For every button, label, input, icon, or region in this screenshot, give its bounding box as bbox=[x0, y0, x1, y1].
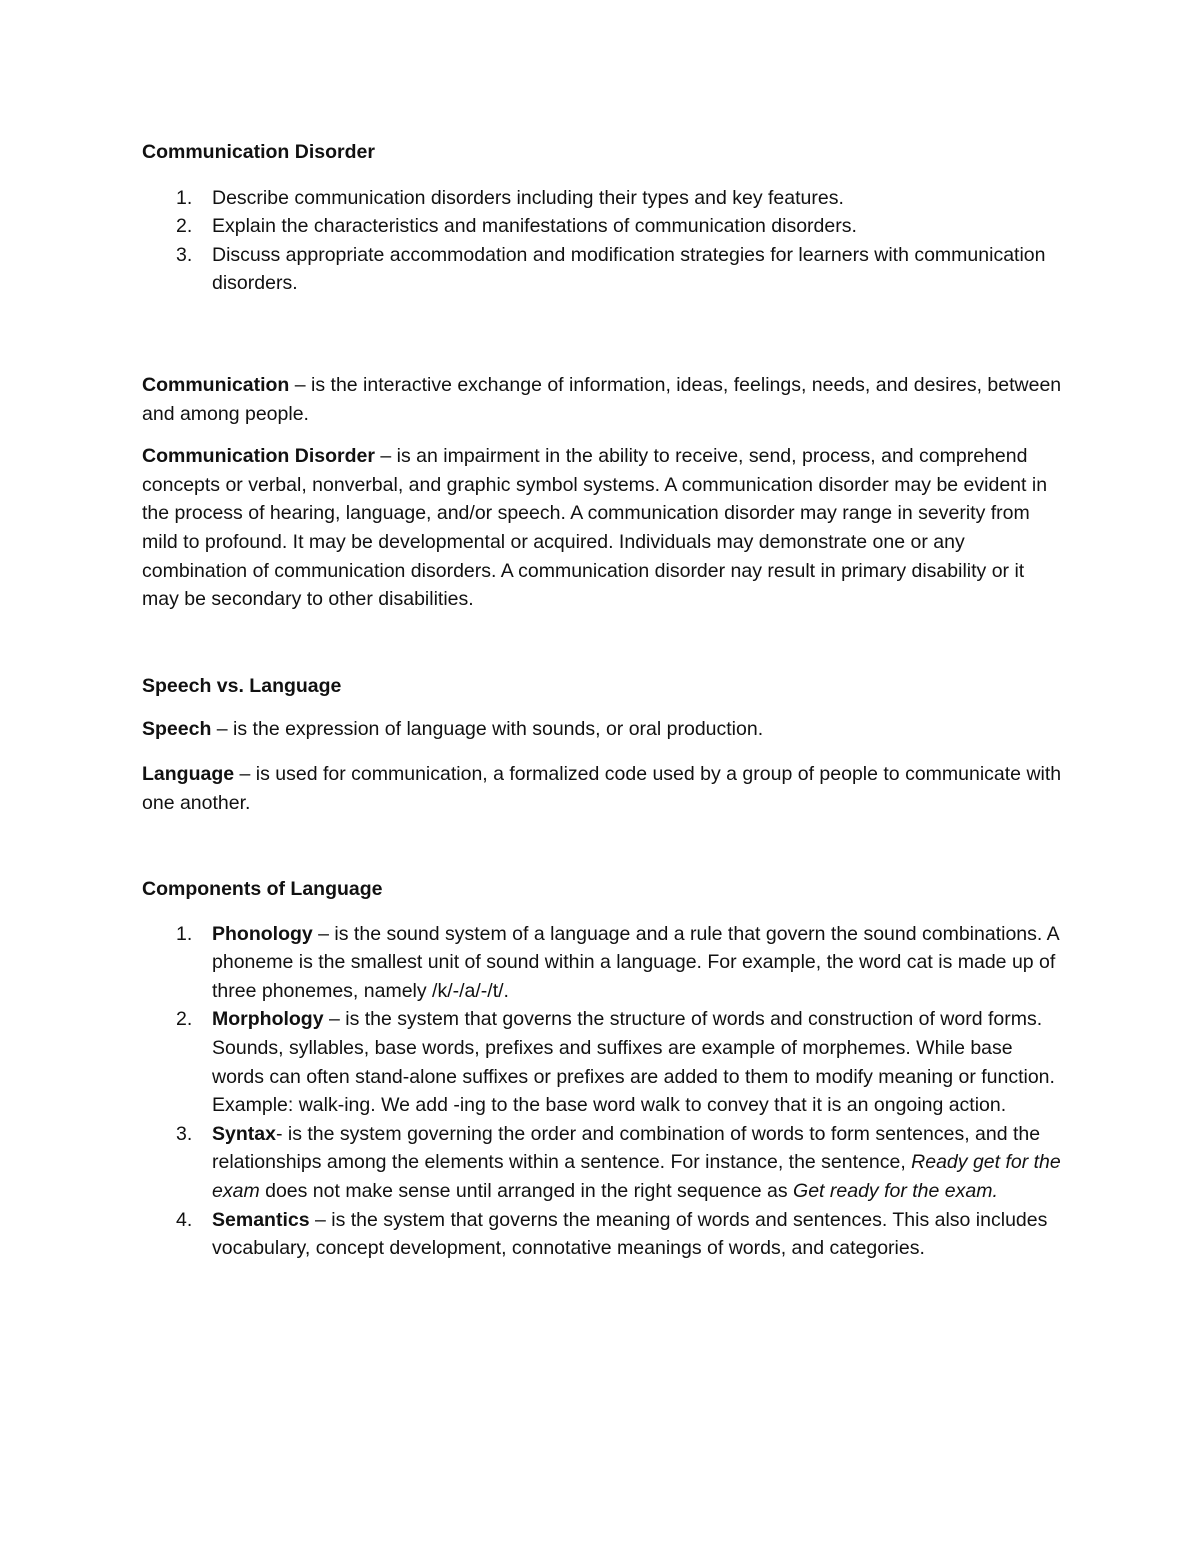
list-item-text: Describe communication disorders including their types and key features. bbox=[212, 186, 844, 209]
definition-text: – is the expression of language with sounds, or oral production. bbox=[211, 718, 764, 741]
list-item bbox=[142, 1005, 1062, 1119]
list-item-text: Explain the characteristics and manifestations of communication disorders. bbox=[212, 215, 857, 238]
list-item bbox=[142, 184, 1062, 213]
document-page bbox=[142, 138, 1062, 1263]
term-morphology: Morphology bbox=[212, 1008, 324, 1031]
term-speech: Speech bbox=[142, 718, 212, 741]
objectives-list bbox=[142, 184, 1062, 298]
term-phonology: Phonology bbox=[212, 922, 313, 945]
list-item bbox=[142, 920, 1062, 1006]
list-item bbox=[142, 241, 1062, 298]
term-semantics: Semantics bbox=[212, 1208, 310, 1231]
list-number: 1. bbox=[176, 186, 193, 209]
list-item-text: - is the system governing the order and combination of words to form sentences, and the relationships among the elements within a sentence. For instance, the sentence, bbox=[212, 1122, 1041, 1174]
list-item-text: does not make sense until arranged in the right sequence as bbox=[259, 1180, 794, 1203]
list-number: 3. bbox=[176, 243, 193, 266]
term-communication: Communication bbox=[142, 373, 290, 396]
term-language: Language bbox=[142, 762, 235, 785]
list-item bbox=[142, 1206, 1062, 1263]
list-number: 2. bbox=[176, 215, 193, 238]
definition-text: – is the interactive exchange of information, ideas, feelings, needs, and desires, between and among people. bbox=[142, 373, 1062, 425]
morphology-example: Example: walk-ing. We add -ing to the base word walk to convey that it is an ongoing action. bbox=[212, 1094, 1007, 1117]
definition-communication bbox=[142, 371, 1062, 428]
list-item-text: Discuss appropriate accommodation and modification strategies for learners with communication disorders. bbox=[212, 243, 1046, 295]
list-item bbox=[142, 212, 1062, 241]
section-heading-speech-vs-language: Speech vs. Language bbox=[142, 674, 342, 697]
definition-communication-disorder bbox=[142, 442, 1062, 614]
italic-example-wrong: Ready get for the exam bbox=[212, 1151, 1061, 1203]
list-item bbox=[142, 1120, 1062, 1206]
italic-example-right: Get ready for the exam. bbox=[793, 1180, 998, 1203]
section-heading-components-of-language: Components of Language bbox=[142, 878, 383, 901]
list-number: 1. bbox=[176, 922, 193, 945]
definition-language bbox=[142, 760, 1062, 817]
definition-text: – is an impairment in the ability to receive, send, process, and comprehend concepts or verbal, nonverbal, and graphic symbol systems. A communication disorder may be evident in the process of hearing, language, and/or speech. A communication disorder may range in severity from mild to profound. It may be developmental or acquired. Individuals may demonstrate one or any combination of communication disorders. A communication disorder nay result in primary disability or it may be secondary to other disabilities. bbox=[142, 445, 1048, 611]
list-item-text: – is the system that governs the structure of words and construction of word forms. Sounds, syllables, base words, prefixes and suffixes are example of morphemes. While base words can often stand-alone suffixes or prefixes are added to them to modify meaning or function. bbox=[212, 1008, 1055, 1088]
components-list bbox=[142, 920, 1062, 1263]
list-number: 3. bbox=[176, 1122, 193, 1145]
section-heading-communication-disorder: Communication Disorder bbox=[142, 141, 375, 163]
list-item-text: – is the system that governs the meaning of words and sentences. This also includes vocabulary, concept development, connotative meanings of words, and categories. bbox=[212, 1208, 1048, 1260]
term-communication-disorder: Communication Disorder bbox=[142, 445, 375, 468]
list-number: 4. bbox=[176, 1208, 193, 1231]
definition-speech bbox=[142, 715, 1062, 744]
definition-text: – is used for communication, a formalized code used by a group of people to communicate with one another. bbox=[142, 762, 1062, 814]
list-number: 2. bbox=[176, 1008, 193, 1031]
list-item-text: – is the sound system of a language and a rule that govern the sound combinations. A phoneme is the smallest unit of sound within a language. For example, the word cat is made up of three phonemes, namely /k/-/a/-/t/. bbox=[212, 922, 1059, 1002]
term-syntax: Syntax bbox=[212, 1122, 276, 1145]
